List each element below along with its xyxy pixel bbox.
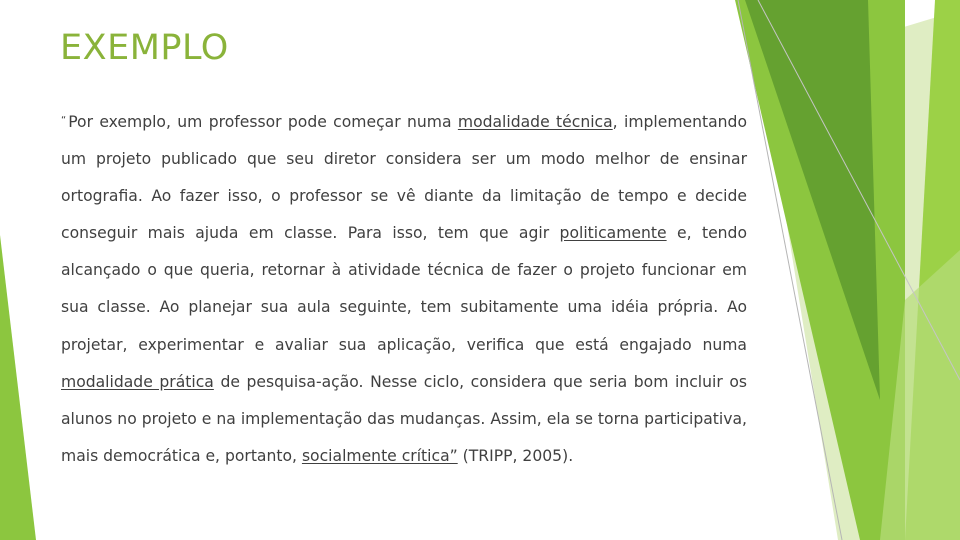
body-segment: de pesquisa-ação. Nesse ciclo, considera que seria bom incluir os alunos no projeto e na implementação das mudanças. Assim, ela se torna participativa, mais democrática e, portanto, xyxy=(61,372,747,465)
body-segment: e, tendo alcançado o que queria, retornar à atividade técnica de fazer o projeto funcionar em sua classe. Ao planejar sua aula seguinte, tem subitamente uma idéia própria. Ao projetar, experimentar e avaliar sua aplicação, verifica que está engajado numa xyxy=(61,224,747,354)
body-segment: Por exemplo, um professor pode começar numa xyxy=(68,113,458,131)
body-segment: (TRIPP, 2005). xyxy=(457,446,574,465)
slide-title: EXEMPLO xyxy=(60,28,229,68)
left-accent-triangle xyxy=(0,235,36,540)
underlined-term-socialmente-critica: socialmente crítica” xyxy=(301,446,458,465)
opening-quote: “ xyxy=(61,115,67,126)
body-segment: , implementando um projeto publicado que seu diretor considera ser um modo melhor de ensinar ortografia. Ao fazer isso, o professor se vê diante da limitação de tempo e decide conseguir mais ajuda em classe. Para isso, tem que agir xyxy=(61,113,747,243)
underlined-term-modalidade-pratica: modalidade prática xyxy=(61,372,214,391)
underlined-term-modalidade-tecnica: modalidade técnica xyxy=(457,113,613,131)
underlined-term-politicamente: politicamente xyxy=(559,224,667,243)
body-paragraph xyxy=(61,104,747,475)
